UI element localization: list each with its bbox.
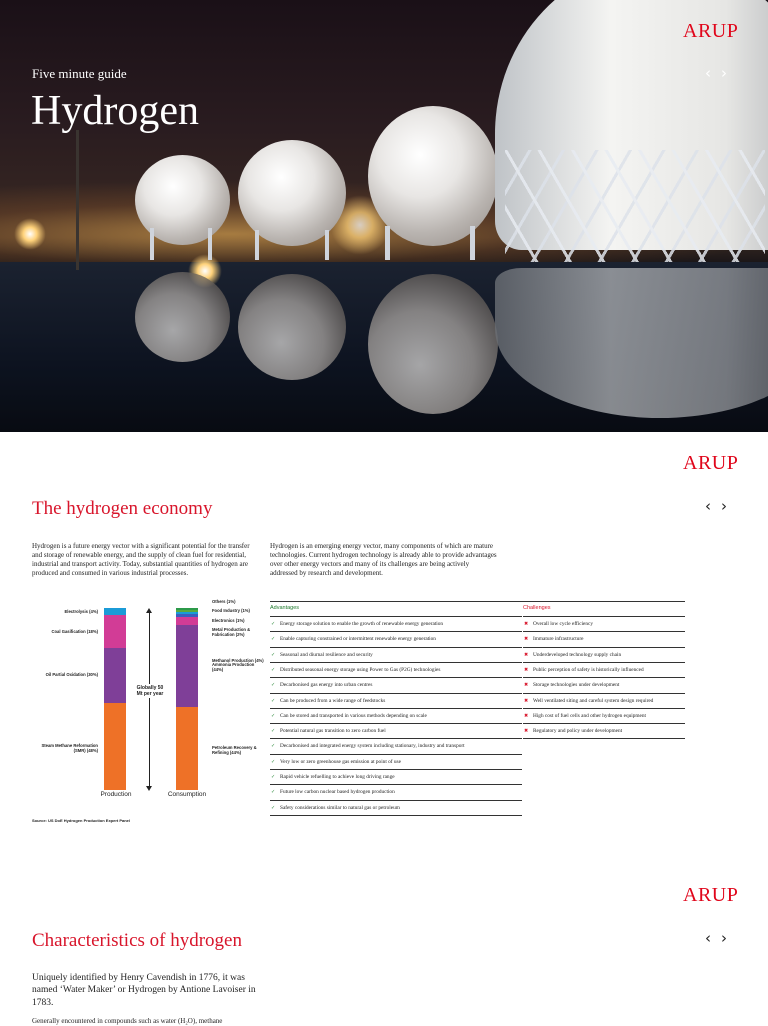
advantage-text: Decarbonised gas energy into urban centres	[280, 682, 373, 689]
chart-source: Source: US DoE Hydrogen Production Expert Panel	[32, 818, 131, 823]
chevron-left-icon[interactable]: ‹	[705, 497, 711, 515]
chevron-right-icon[interactable]: ›	[721, 64, 727, 82]
storage-sphere-3	[368, 106, 498, 246]
characteristics-paragraph-2: Generally encountered in compounds such as water (H₂O), methane	[32, 1017, 223, 1025]
prod-segment	[104, 608, 126, 615]
consumption-segment-label: Others (1%)	[212, 599, 236, 604]
challenge-text: High cost of fuel cells and other hydrogen equipment	[533, 712, 646, 719]
prod-segment	[104, 703, 126, 790]
challenge-text: Regulatory and policy under development	[533, 728, 623, 735]
advantage-row	[270, 769, 522, 784]
cross-icon: ✖	[524, 621, 529, 627]
section-title-characteristics: Characteristics of hydrogen	[32, 930, 242, 951]
range-arrow-line	[149, 610, 150, 788]
chart-center-label: Globally 50 Mt per year	[134, 684, 166, 698]
advantage-row	[270, 662, 522, 677]
light-pole	[76, 130, 79, 270]
challenge-row	[523, 693, 685, 708]
advantage-row	[270, 784, 522, 799]
check-icon: ✓	[271, 682, 276, 689]
cross-icon: ✖	[524, 651, 529, 658]
challenge-row	[523, 723, 685, 738]
prod-segment	[104, 615, 126, 648]
challenge-row	[523, 708, 685, 723]
cross-icon: ✖	[524, 728, 529, 735]
economy-intro-right: Hydrogen is an emerging energy vector, many components of which are mature technologies. Current hydrogen technology is already able to provide advantages over other energy vectors and many of its challenges are being actively addressed by research and development.	[270, 542, 497, 577]
advantage-row	[270, 708, 522, 723]
advantage-text: Enable capturing constrained or intermittent renewable energy generation	[280, 636, 436, 643]
economy-nav	[695, 497, 727, 515]
challenges-header: Challenges	[523, 605, 551, 611]
advantage-row	[270, 677, 522, 692]
challenge-text: Public perception of safety is historically influenced	[533, 666, 644, 673]
challenge-row	[523, 631, 685, 646]
tank-leg	[150, 228, 154, 260]
cross-icon: ✖	[524, 697, 529, 704]
cross-icon: ✖	[524, 682, 529, 689]
advantage-text: Can be stored and transported in various methods depending on scale	[280, 712, 427, 719]
advantage-text: Can be produced from a wide range of feedstocks	[280, 697, 386, 704]
arrow-up-icon	[146, 608, 152, 613]
challenge-text: Storage technologies under development	[533, 682, 620, 689]
production-bar	[104, 608, 126, 790]
challenge-row	[523, 662, 685, 677]
table-top-rule	[270, 601, 685, 602]
hero-title: Hydrogen	[31, 88, 199, 134]
check-icon: ✓	[271, 743, 276, 750]
cross-icon: ✖	[524, 712, 529, 719]
advantage-text: Energy storage solution to enable the growth of renewable energy generation	[280, 621, 444, 627]
check-icon: ✓	[271, 636, 276, 643]
advantage-text: Distributed seasonal energy storage using Power to Gas (P2G) technologies	[280, 666, 441, 673]
challenge-text: Overall low cycle efficiency	[533, 621, 594, 627]
check-icon: ✓	[271, 621, 276, 627]
arup-logo: ARUP	[683, 20, 739, 42]
chevron-left-icon[interactable]: ‹	[705, 929, 711, 947]
arup-logo: ARUP	[683, 884, 739, 906]
cross-icon: ✖	[524, 636, 529, 643]
reflection-sphere-3	[368, 274, 498, 414]
advantage-row	[270, 800, 522, 815]
challenge-row	[523, 616, 685, 631]
lamp-glow-left	[14, 218, 46, 250]
category-label-consumption: Consumption	[167, 791, 207, 798]
advantage-row	[270, 616, 522, 631]
consumption-segment	[176, 617, 198, 625]
advantage-text: Decarbonised and integrated energy system including stationary, industry and transport	[280, 743, 465, 750]
consumption-segment	[176, 625, 198, 708]
section-title-economy: The hydrogen economy	[32, 498, 213, 519]
economy-intro-left: Hydrogen is a future energy vector with a significant potential for the transfer and storage of renewable energy, and the supply of clean fuel for residential, industrial and transport activity. Today, substantial quantities of hydrogen are produced and consumed in various industrial processes.	[32, 542, 250, 577]
challenge-text: Immature infrastructure	[533, 636, 584, 643]
consumption-segment-label: Metal Production & Fabrication (2%)	[212, 627, 251, 638]
advantage-text: Future low carbon nuclear based hydrogen production	[280, 789, 395, 796]
prod-segment	[104, 648, 126, 703]
reflection-sphere-1	[135, 272, 230, 362]
cross-icon: ✖	[524, 666, 529, 673]
advantage-text: Very low or zero greenhouse gas emission at point of use	[280, 758, 401, 765]
tank-leg	[208, 228, 212, 260]
consumption-segment	[176, 608, 198, 610]
challenge-row	[523, 677, 685, 692]
reflection-sphere-2	[238, 274, 346, 380]
advantages-bottom-rule	[270, 815, 522, 816]
tank-leg	[470, 226, 475, 260]
consumption-segment-label: Methanol Production (4%)	[212, 658, 264, 663]
consumption-segment	[176, 707, 198, 790]
arup-logo: ARUP	[683, 452, 739, 474]
check-icon: ✓	[271, 651, 276, 658]
advantages-header: Advantages	[270, 605, 300, 611]
chevron-right-icon[interactable]: ›	[721, 497, 727, 515]
tank-leg	[385, 226, 390, 260]
advantage-row	[270, 754, 522, 769]
check-icon: ✓	[271, 712, 276, 719]
challenge-row	[523, 647, 685, 662]
check-icon: ✓	[271, 804, 276, 811]
arrow-down-icon	[146, 786, 152, 791]
consumption-segment-label: Electronics (1%)	[212, 618, 245, 623]
prod-segment-label: Coal Gasification (18%)	[51, 628, 98, 634]
hero-nav	[695, 64, 727, 82]
advantage-text: Rapid vehicle refuelling to achieve long driving range	[280, 774, 395, 780]
check-icon: ✓	[271, 697, 276, 704]
check-icon: ✓	[271, 666, 276, 673]
consumption-segment-label: Food Industry (1%)	[212, 608, 250, 613]
consumption-bar	[176, 608, 198, 790]
advantage-row	[270, 647, 522, 662]
prod-segment-label: Electrolysis (4%)	[64, 608, 98, 614]
check-icon: ✓	[271, 774, 276, 780]
consumption-segment	[176, 612, 198, 614]
category-label-production: Production	[100, 791, 132, 798]
advantage-row	[270, 693, 522, 708]
consumption-segment-label: Ammonia Production (44%)	[212, 662, 255, 673]
advantage-row	[270, 738, 522, 753]
chevron-left-icon[interactable]: ‹	[705, 64, 711, 82]
characteristics-nav	[695, 929, 727, 947]
tank-leg	[325, 230, 329, 260]
advantage-text: Potential natural gas transition to zero carbon fuel	[280, 728, 386, 735]
challenge-text: Well ventilated siting and careful system design required	[533, 697, 654, 704]
consumption-segment	[176, 610, 198, 612]
consumption-segment	[176, 614, 198, 618]
challenge-text: Underdeveloped technology supply chain	[533, 651, 622, 658]
check-icon: ✓	[271, 789, 276, 796]
check-icon: ✓	[271, 728, 276, 735]
advantage-text: Seasonal and diurnal resilience and security	[280, 651, 373, 658]
advantage-text: Safety considerations similar to natural gas or petroleum	[280, 804, 400, 811]
hero-banner	[0, 0, 768, 432]
consumption-segment-label: Petroleum Recovery & Refining (44%)	[212, 744, 257, 755]
hydrogen-production-consumption-chart	[32, 600, 262, 830]
prod-segment-label: Oil Partial Oxidation (30%)	[45, 672, 98, 678]
check-icon: ✓	[271, 758, 276, 765]
hero-subtitle: Five minute guide	[32, 66, 127, 81]
tank-lattice	[505, 150, 765, 262]
tank-leg	[255, 230, 259, 260]
advantage-row	[270, 631, 522, 646]
advantage-row	[270, 723, 522, 738]
prod-segment-label: Steam Methane Reformation (SMR) (48%)	[41, 743, 98, 754]
chevron-right-icon[interactable]: ›	[721, 929, 727, 947]
characteristics-paragraph-1: Uniquely identified by Henry Cavendish in 1776, it was named ‘Water Maker’ or Hydrogen by Antione Lavoiser in 1783.	[32, 973, 256, 1008]
challenges-bottom-rule	[523, 738, 685, 739]
